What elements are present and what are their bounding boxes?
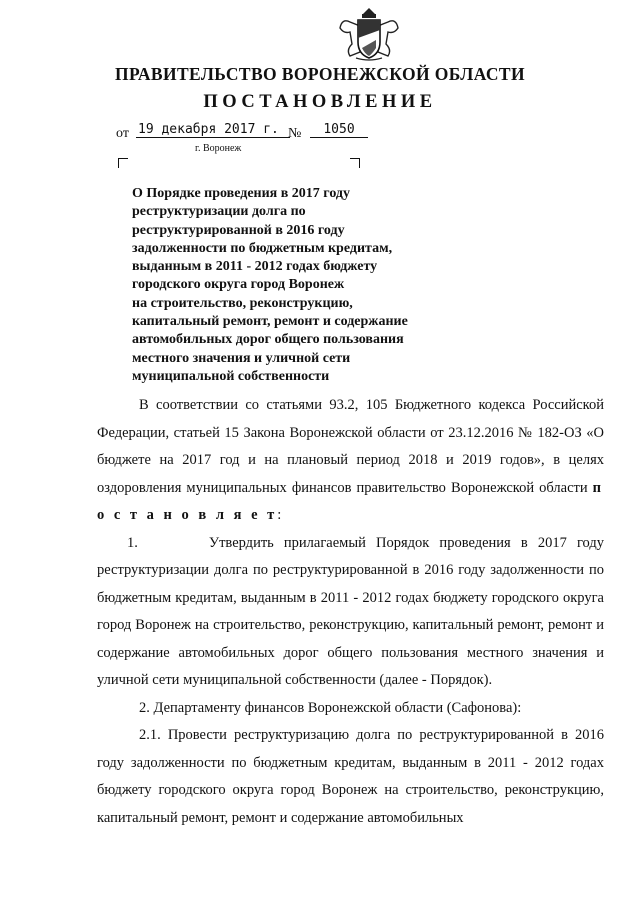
subject-line: муниципальной собственности <box>132 368 330 384</box>
subject-line: выданным в 2011 - 2012 годах бюджету <box>132 259 378 275</box>
paragraph-1-number: 1. <box>127 534 138 551</box>
document-body <box>97 392 604 832</box>
coat-of-arms-emblem <box>338 4 400 62</box>
subject-line: на строительство, реконструкцию, <box>132 295 353 311</box>
subject-line: местного значения и уличной сети <box>132 350 351 366</box>
preamble-paragraph <box>97 392 604 530</box>
decree-colon: : <box>277 507 282 523</box>
number-prefix: № <box>288 126 302 141</box>
document-type: ПОСТАНОВЛЕНИЕ <box>203 92 437 112</box>
subject-line: реструктуризации долга по <box>132 204 306 220</box>
subject-line: О Порядке проведения в 2017 году <box>132 186 350 201</box>
paragraph-1 <box>97 530 604 695</box>
paragraph-2: 2. Департаменту финансов Воронежской области (Сафонова): <box>139 699 522 716</box>
paragraph-2-1: 2.1. Провести реструктуризацию долга по реструктурированной в 2016 году задолженности по бюджетным кредитам, выданным в 2011 - 2012 годах бюджету городского округа город Воронеж на строительство, реконструкцию, капитальный ремонт, ремонт и содержание автомобильных <box>97 727 604 826</box>
document-date: 19 декабря 2017 г. <box>136 122 290 138</box>
corner-mark-right <box>350 158 360 168</box>
subject-line: задолженности по бюджетным кредитам, <box>132 240 393 256</box>
subject-line: капитальный ремонт, ремонт и содержание <box>132 314 408 330</box>
corner-mark-left <box>118 158 128 168</box>
subject-line: реструктурированной в 2016 году <box>132 222 345 238</box>
paragraph-1-text: Утвердить прилагаемый Порядок проведения в 2017 году реструктуризации долга по реструктурированной в 2016 году задолженности по бюджетным кредитам, выданным в 2011 - 2012 годах бюджету городского округа город Воронеж на строительство, реконструкцию, капитальный ремонт, ремонт и содержание автомобильных дорог общего пользования местного значения и уличной сети муниципальной собственности (далее - Порядок). <box>97 534 604 688</box>
government-name: ПРАВИТЕЛЬСТВО ВОРОНЕЖСКОЙ ОБЛАСТИ <box>114 64 526 84</box>
document-number: 1050 <box>310 122 368 138</box>
subject-line: городского округа город Воронеж <box>132 277 345 293</box>
document-subject <box>132 185 462 386</box>
decree-word: п о с т а н о в л я е т <box>97 479 605 523</box>
preamble-text: В соответствии со статьями 93.2, 105 Бюджетного кодекса Российской Федерации, статьей 15 Закона Воронежской области от 23.12.2016 № 182-ОЗ «О бюджете на 2017 год и на плановый период 2018 и 2019 годов», в целях оздоровления муниципальных финансов правительство Воронежской области <box>97 397 604 496</box>
date-prefix: от <box>116 126 129 141</box>
subject-line: автомобильных дорог общего пользования <box>132 332 404 348</box>
city: г. Воронеж <box>195 143 242 154</box>
